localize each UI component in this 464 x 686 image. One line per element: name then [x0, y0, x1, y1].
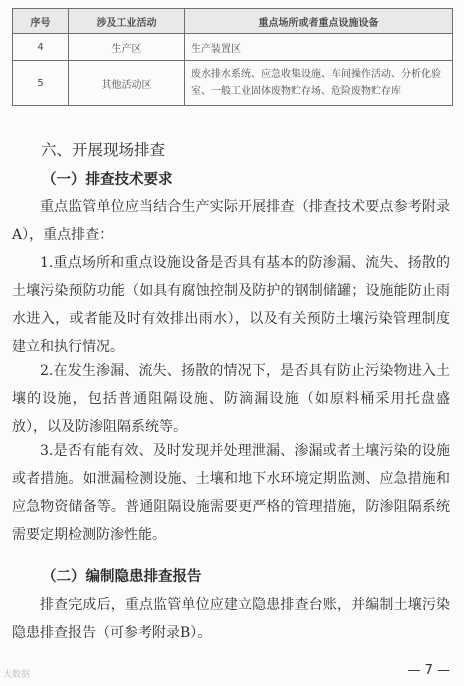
header-activity: 涉及工业活动 — [69, 9, 185, 34]
section-6-heading: 六、开展现场排查 — [41, 141, 166, 159]
row-no: 5 — [13, 61, 69, 106]
table-row — [13, 34, 453, 61]
row-place: 生产装置区 — [185, 34, 453, 61]
row-place: 废水排水系统、应急收集设施、车间操作活动、分析化验室、一般工业固体废物贮存场、危险废物贮存库 — [185, 61, 453, 106]
watermark-logo: 大数据 — [3, 670, 31, 680]
header-place: 重点场所或者重点设施设备 — [185, 9, 453, 34]
header-no: 序号 — [13, 9, 69, 34]
table-header-row — [13, 9, 453, 34]
row-activity: 生产区 — [69, 34, 185, 61]
row-no: 4 — [13, 34, 69, 61]
paragraph-intro: 重点监管单位应当结合生产实际开展排查（排查技术要点参考附录A），重点排查： — [12, 199, 450, 243]
paragraph-report: 排查完成后，重点监管单位应建立隐患排查台账，并编制土壤污染隐患排查报告（可参考附录B）。 — [12, 597, 450, 641]
page-number: — 7 — — [407, 663, 450, 678]
subsection-1-heading: （一）排查技术要求 — [42, 171, 173, 188]
table-row — [13, 61, 453, 106]
facility-table-wrap — [12, 8, 452, 106]
row-activity: 其他活动区 — [69, 61, 185, 106]
paragraph-item-3: 3.是否有能有效、及时发现并处理泄漏、渗漏或者土壤污染的设施或者措施。如泄漏检测设施、土壤和地下水环境定期监测、应急措施和应急物资储备等。普通阻隔设施需要更严格的管理措施，防渗阻隔系统需要定期检测防渗性能。 — [12, 443, 450, 543]
facility-table — [12, 8, 453, 106]
paragraph-item-1: 1.重点场所和重点设施设备是否具有基本的防渗漏、流失、扬散的土壤污染预防功能（如具有腐蚀控制及防护的钢制储罐；设施能防止雨水进入，或者能及时有效排出雨水），以及有关预防土壤污染管理制度建立和执行情况。 — [12, 255, 450, 355]
subsection-2-heading: （二）编制隐患排查报告 — [42, 568, 202, 585]
paragraph-item-2: 2.在发生渗漏、流失、扬散的情况下，是否具有防止污染物进入土壤的设施，包括普通阻隔设施、防滴漏设施（如原料桶采用托盘盛放），以及防渗阻隔系统等。 — [12, 363, 450, 435]
